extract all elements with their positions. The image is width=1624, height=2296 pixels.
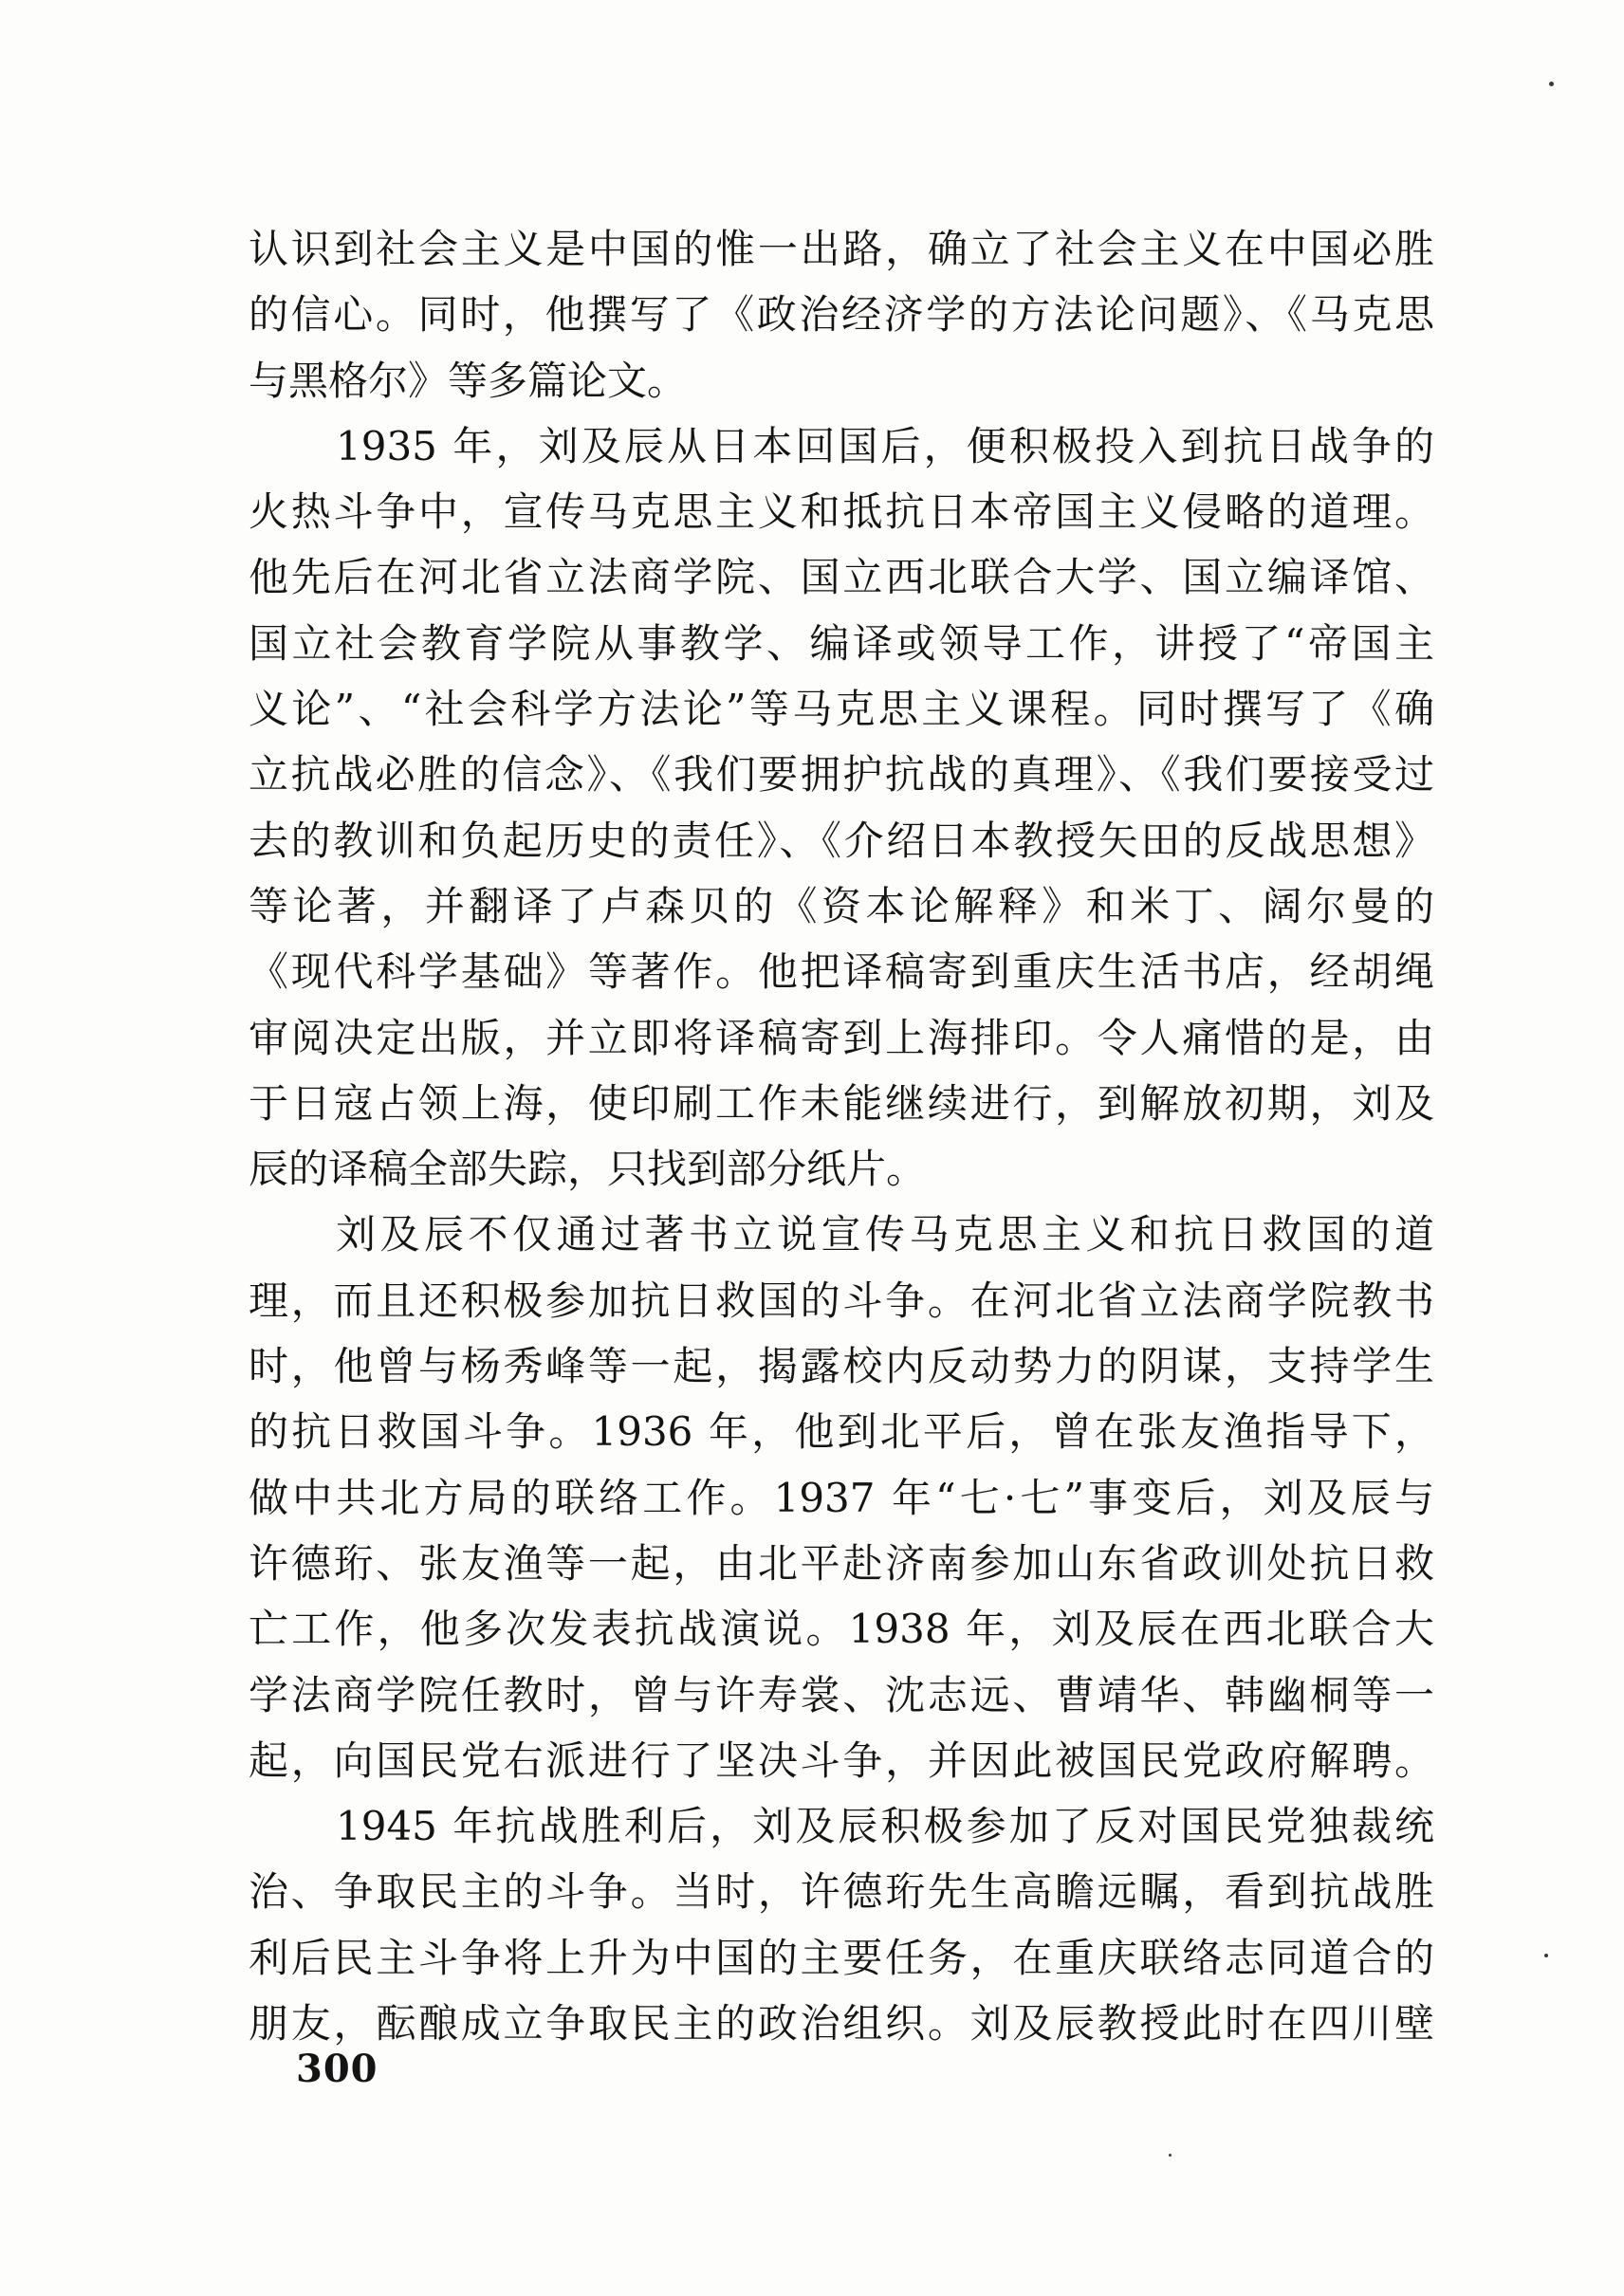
text-line: 去的教训和负起历史的责任》、《介绍日本教授矢田的反战思想》 — [249, 817, 1434, 864]
scan-speck — [1544, 1954, 1548, 1957]
text-line: 许德珩、张友渔等一起，由北平赴济南参加山东省政训处抗日救 — [249, 1539, 1434, 1587]
text-line: 认识到社会主义是中国的惟一出路，确立了社会主义在中国必胜 — [249, 226, 1434, 272]
text-line: 火热斗争中，宣传马克思主义和抵抗日本帝国主义侵略的道理。 — [249, 488, 1434, 536]
text-line: 辰的译稿全部失踪，只找到部分纸片。 — [249, 1146, 927, 1193]
text-line: 的信心。同时，他撰写了《政治经济学的方法论问题》、《马克思 — [249, 291, 1434, 339]
text-line: 于日寇占领上海，使印刷工作未能继续进行，到解放初期，刘及 — [249, 1079, 1434, 1127]
text-line: 理，而且还积极参加抗日救国的斗争。在河北省立法商学院教书 — [249, 1277, 1434, 1324]
text-line: 学法商学院任教时，曾与许寿裳、沈志远、曹靖华、韩幽桐等一 — [249, 1671, 1434, 1718]
text-line: 治、争取民主的斗争。当时，许德珩先生高瞻远瞩，看到抗战胜 — [249, 1868, 1434, 1916]
text-line: 1935 年，刘及辰从日本回国后，便积极投入到抗日战争的 — [336, 422, 1434, 469]
text-line: 等论著，并翻译了卢森贝的《资本论解释》和米丁、阔尔曼的 — [249, 882, 1434, 929]
text-line: 朋友，酝酿成立争取民主的政治组织。刘及辰教授此时在四川壁 — [249, 2000, 1434, 2048]
page-number: 300 — [296, 2047, 378, 2091]
text-line: 国立社会教育学院从事教学、编译或领导工作，讲授了“帝国主 — [249, 619, 1434, 667]
text-line: 亡工作，他多次发表抗战演说。1938 年，刘及辰在西北联合大 — [249, 1606, 1434, 1653]
text-line: 立抗战必胜的信念》、《我们要拥护抗战的真理》、《我们要接受过 — [249, 751, 1434, 799]
scan-speck — [1549, 82, 1554, 86]
body-text — [249, 216, 1434, 2056]
text-line: 他先后在河北省立法商学院、国立西北联合大学、国立编译馆、 — [249, 554, 1434, 601]
text-line: 审阅决定出版，并立即将译稿寄到上海排印。令人痛惜的是，由 — [249, 1014, 1434, 1061]
scan-speck — [1169, 2154, 1172, 2157]
text-line: 《现代科学基础》等著作。他把译稿寄到重庆生活书店，经胡绳 — [249, 948, 1434, 996]
text-line: 的抗日救国斗争。1936 年，他到北平后，曾在张友渔指导下， — [249, 1408, 1434, 1456]
text-line: 义论”、“社会科学方法论”等马克思主义课程。同时撰写了《确 — [249, 686, 1434, 733]
text-line: 利后民主斗争将上升为中国的主要任务，在重庆联络志同道合的 — [249, 1934, 1434, 1981]
text-line: 与黑格尔》等多篇论文。 — [249, 357, 688, 404]
text-line: 起，向国民党右派进行了坚决斗争，并因此被国民党政府解聘。 — [249, 1736, 1434, 1784]
text-line: 刘及辰不仅通过著书立说宣传马克思主义和抗日救国的道 — [336, 1211, 1434, 1258]
text-line: 1945 年抗战胜利后，刘及辰积极参加了反对国民党独裁统 — [336, 1803, 1434, 1850]
text-line: 做中共北方局的联络工作。1937 年“七·七”事变后，刘及辰与 — [249, 1474, 1434, 1521]
text-line: 时，他曾与杨秀峰等一起，揭露校内反动势力的阴谋，支持学生 — [249, 1343, 1434, 1390]
